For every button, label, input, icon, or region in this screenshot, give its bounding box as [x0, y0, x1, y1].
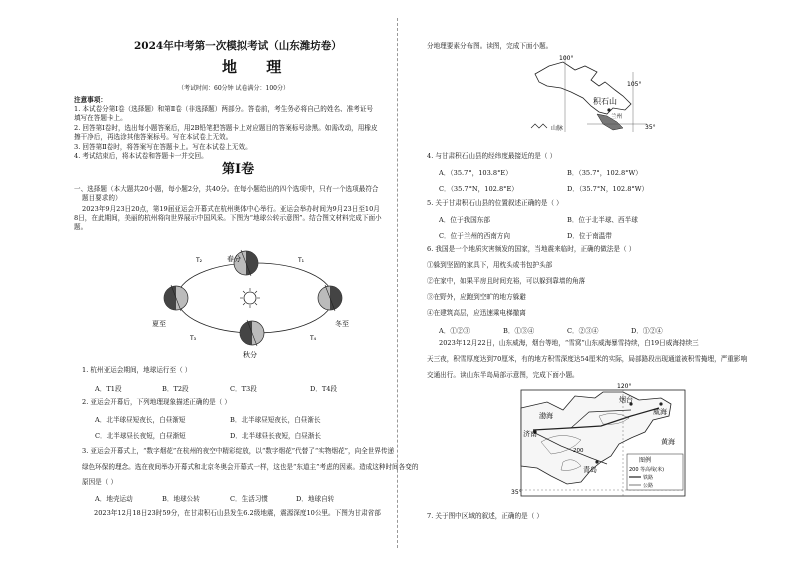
q5-option-c[interactable]: C．位于兰州的西南方向 [439, 232, 510, 240]
notes-heading: 注意事项： [74, 96, 107, 104]
q7-stem: 7. 关于图中区域的叙述，正确的是（ ） [427, 512, 543, 520]
label-t3: T₃ [190, 335, 197, 342]
q1-option-c[interactable]: C．T3段 [230, 385, 257, 393]
shandong-map [511, 382, 691, 502]
gansu-intro: 2023年12月18日23时59分，在甘肃积石山县发生6.2级地震，震源深度10公里。下图为甘肃省部 [94, 509, 381, 517]
q3-option-c[interactable]: C．生活习惯 [230, 495, 269, 503]
legend-mountain: 山脉 [551, 125, 564, 132]
subject-title: 地 理 [222, 58, 294, 76]
q2-stem: 2. 亚运会开幕后，下列地理现象描述正确的是（ ） [82, 398, 231, 406]
q3-stem: 绿色环保的理念。选在夜间举办开幕式和北京冬奥会开幕式一样，这也是“东道主”考虑的因素。造成这种时间各变的 [82, 463, 419, 471]
earth-spring-equinox [234, 250, 258, 276]
label-lat35: 35° [511, 489, 522, 496]
q2-option-a[interactable]: A．北半球昼短夜长，白昼渐短 [95, 416, 186, 424]
label-place: 积石山 [593, 97, 617, 106]
q6-item: ③在野外，应跑到空旷的地方躲避 [427, 293, 526, 301]
label-yellow-sea: 黄海 [661, 438, 675, 446]
exam-info: （考试时间：60分钟 试卷满分：100分） [178, 85, 289, 92]
label-autumn: 秋分 [243, 351, 257, 359]
q5-option-b[interactable]: B．位于北半球、西半球 [567, 216, 638, 224]
section-instruction: 题目要求的） [82, 194, 122, 202]
q1-stem: 1. 杭州亚运会期间，地球运行至（ ） [82, 366, 192, 374]
q4-option-b[interactable]: B．（35.7°，102.8°W） [567, 169, 642, 177]
q5-option-a[interactable]: A．位于我国东部 [439, 216, 490, 224]
q2-option-b[interactable]: B．北半球昼短夜长，白昼渐长 [230, 416, 321, 424]
shandong-intro: 交通出行。读山东半岛局部示意图，完成下面小题。 [427, 371, 579, 379]
q6-item: ①躲到坚固的家具下，用枕头或书包护头部 [427, 261, 553, 269]
q4-option-c[interactable]: C．（35.7°N，102.8°E） [439, 185, 518, 193]
q6-stem: 6. 我国是一个地质灾害频发的国家，当地震来临时，正确的做法是（ ） [427, 245, 636, 253]
q2-option-d[interactable]: D．北半球昼长夜短，白昼渐长 [230, 432, 322, 440]
shandong-intro: 天三夜，积雪厚度达到70厘米，有的地方积雪深度达54厘米的实际，局部路段出现通道被积雪掩埋，严重影响 [427, 355, 748, 363]
volume-heading: 第Ⅰ卷 [222, 162, 255, 177]
q6-option-b[interactable]: B．①③④ [503, 327, 535, 335]
notes-line: 2. 回答第Ⅰ卷时，选出每小题答案后，用2B铅笔把答题卡上对应题目的答案标号涂黑。如需改动，用橡皮 [74, 124, 378, 132]
notes-line: 擦干净后，再选涂其他答案标号。写在本试卷上无效。 [74, 133, 233, 141]
label-yantai: 烟台 [619, 396, 633, 404]
q4-option-a[interactable]: A．（35.7°，103.8°E） [439, 169, 512, 177]
earth-winter-solstice [318, 285, 342, 311]
city-dot-icon [607, 108, 610, 111]
q5-stem: 5. 关于甘肃积石山县的位置叙述正确的是（ ） [427, 199, 563, 207]
legend-rail: 铁路 [643, 475, 654, 481]
q2-option-c[interactable]: C．北半球昼长夜短，白昼渐短 [95, 432, 186, 440]
gansu-intro-cont: 分地理要素分布图。读图，完成下面小题。 [427, 42, 553, 50]
label-t4: T₄ [310, 335, 317, 342]
label-jinan: 济南 [523, 430, 537, 438]
q3-option-b[interactable]: B．地球公转 [162, 495, 200, 503]
label-winter: 冬至 [335, 320, 349, 328]
earth-orbit-diagram [150, 236, 360, 360]
q1-option-a[interactable]: A．T1段 [95, 385, 122, 393]
label-t1: T₁ [298, 257, 305, 264]
q4-option-d[interactable]: D．（35.7°N，102.8°W） [567, 185, 649, 193]
q1-option-d[interactable]: D．T4段 [310, 385, 338, 393]
q6-option-d[interactable]: D．①②④ [631, 327, 663, 335]
notes-line: 1. 本试卷分第Ⅰ卷（选择题）和第Ⅱ卷（非选择题）两部分。答卷前，考生务必将自己的姓名、准考证号 [74, 105, 374, 113]
q5-option-d[interactable]: D．位于南温带 [567, 232, 612, 240]
earth-summer-solstice [164, 285, 188, 311]
right-column [397, 0, 794, 562]
map-legend [627, 454, 683, 490]
q3-option-d[interactable]: D．地球自转 [296, 495, 335, 503]
q3-stem: 原因是（ ） [82, 478, 118, 486]
q6-item: ②在家中，如果平房且时间充裕，可以躲到靠墙的角落 [427, 277, 586, 285]
gansu-map [527, 52, 657, 136]
label-lon100: 100° [559, 55, 574, 62]
mountain-icon [531, 124, 547, 128]
label-contour: 200 [573, 448, 584, 454]
intro-text: 题。 [74, 223, 88, 231]
label-bohai: 渤海 [539, 412, 553, 420]
label-city: 兰州 [611, 114, 623, 120]
shandong-intro: 2023年12月22日，山东威海，烟台等地，“雪窝”山东威海暴雪持续，白19日威海持续三 [439, 339, 699, 347]
q6-option-a[interactable]: A．①②③ [439, 327, 471, 335]
notes-line: 填写在答题卡上。 [74, 114, 127, 122]
label-summer: 夏至 [152, 320, 166, 328]
legend-contour: 200 等高线(米) [629, 467, 665, 473]
label-lat35: 35° [645, 124, 656, 131]
legend-title: 图例 [639, 457, 652, 464]
sun-icon [240, 288, 260, 308]
q3-option-a[interactable]: A．地壳运动 [95, 495, 133, 503]
notes-line: 4. 考试结束后，将本试卷和答题卡一并交回。 [74, 152, 208, 160]
intro-text: 8日，在此期间，美丽的杭州将向世界展示中国风采。下图为“地球公转示意图”。结合图文材料完成下面小 [74, 214, 382, 222]
q6-option-c[interactable]: C．②③④ [567, 327, 599, 335]
label-t2: T₂ [196, 257, 203, 264]
q4-stem: 4. 与甘肃积石山县的经纬度最接近的是（ ） [427, 152, 557, 160]
earth-autumn-equinox [240, 320, 264, 346]
label-lon120: 120° [617, 383, 632, 390]
section-instruction: 一、选择题（本大题共20小题，每小题2分，共40分。在每小题给出的四个选项中，只有一个选项最符合 [74, 185, 379, 193]
label-spring: 春分 [227, 255, 241, 263]
q3-stem: 3. 亚运会开幕式上，“数字烟花”在杭州的夜空中精彩绽放，以“数字烟花”代替了“实物烟花”，向全世界传递 [82, 447, 395, 455]
label-weihai: 威海 [653, 408, 667, 416]
label-qingdao: 青岛 [583, 466, 597, 474]
legend-road: 公路 [643, 483, 654, 489]
q6-item: ④在建筑高层，应迅速乘电梯撤离 [427, 309, 526, 317]
exam-title: 2024年中考第一次模拟考试（山东潍坊卷） [134, 40, 342, 52]
intro-text: 2023年9月23日20点，第19届亚运会开幕式在杭州奥体中心举行。亚运会举办时间为9月23日至10月 [82, 205, 380, 213]
q1-option-b[interactable]: B．T2段 [162, 385, 189, 393]
notes-line: 3. 回答第Ⅱ卷时，将答案写在答题卡上。写在本试卷上无效。 [74, 143, 252, 151]
label-lon105: 105° [627, 81, 642, 88]
